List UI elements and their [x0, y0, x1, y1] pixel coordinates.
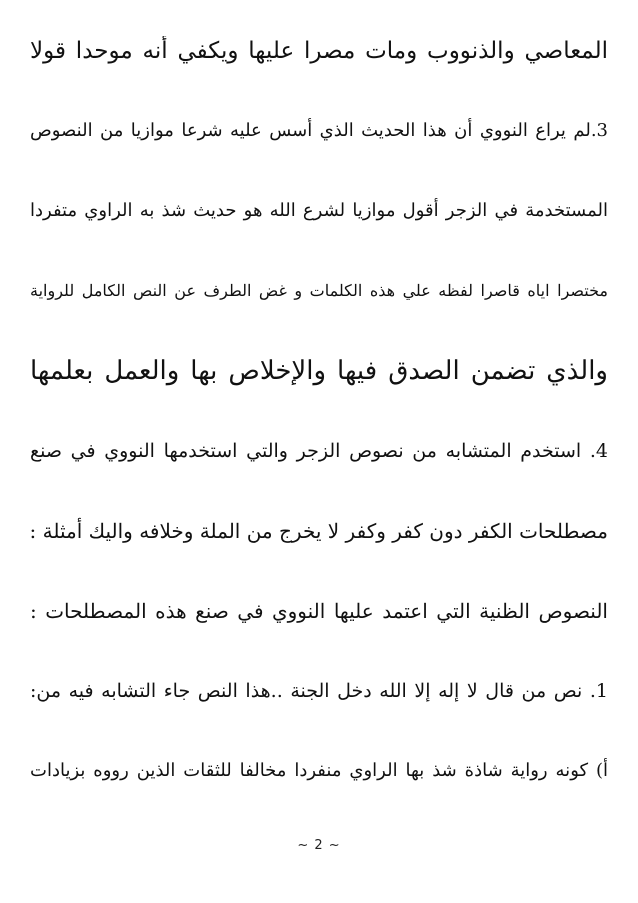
text-line-10: أ) كونه رواية شاذة شذ بها الراوي منفردا مخالفا للثقات الذين رووه بزيادات	[30, 760, 608, 781]
text-line-6: 4. استخدم المتشابه من نصوص الزجر والتي استخدمها النووي في صنع	[30, 440, 608, 462]
text-line-9: 1. نص من قال لا إله إلا الله دخل الجنة ..هذا النص جاء التشابه فيه من:	[30, 680, 608, 702]
page-number: ~ 2 ~	[297, 838, 341, 853]
text-line-7: مصطلحات الكفر دون كفر وكفر لا يخرج من الملة وخلافه واليك أمثلة :	[30, 519, 608, 543]
text-line-3: المستخدمة في الزجر أقول موازيا لشرع الله هو حديث شذ به الراوي متفردا	[30, 200, 608, 221]
text-line-4: مختصرا اياه قاصرا لفظه علي هذه الكلمات و غض الطرف عن النص الكامل للرواية	[30, 281, 608, 300]
text-line-8: النصوص الظنية التي اعتمد عليها النووي في صنع هذه المصطلحات :	[30, 599, 608, 623]
text-line-5: والذي تضمن الصدق فيها والإخلاص بها والعمل بعلمها	[30, 356, 608, 386]
text-line-2: 3.لم يراع النووي أن هذا الحديث الذي أسس عليه شرعا موازيا من النصوص	[30, 120, 608, 141]
text-line-1: المعاصي والذنووب ومات مصرا عليها ويكفي أنه موحدا قولا	[30, 38, 608, 64]
document-body	[30, 36, 608, 786]
